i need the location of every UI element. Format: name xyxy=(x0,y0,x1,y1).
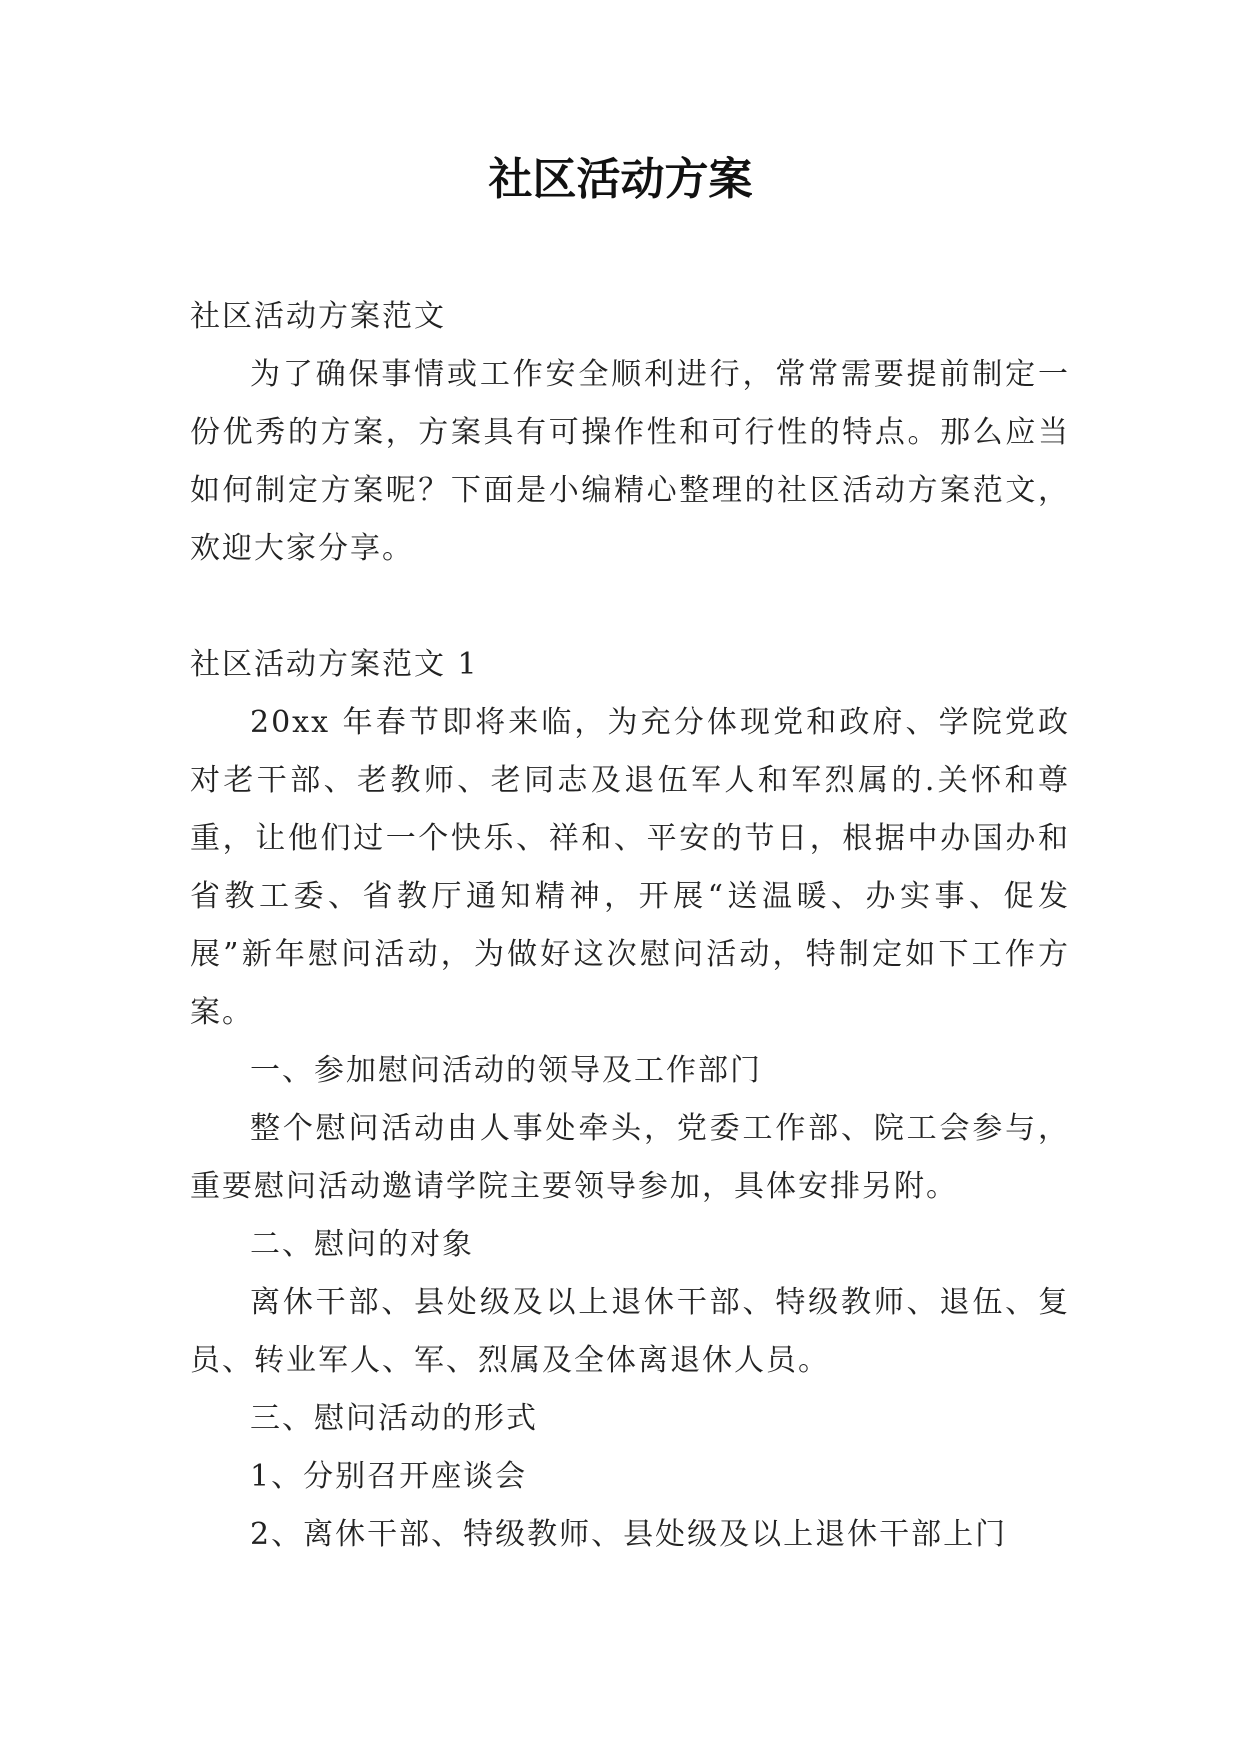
section-heading: 社区活动方案范文 xyxy=(190,299,446,334)
page-title: 社区活动方案 xyxy=(488,154,753,205)
list-item: 2、离休干部、特级教师、县处级及以上退休干部上门 xyxy=(250,1517,1008,1552)
list-item: 1、分别召开座谈会 xyxy=(250,1459,528,1494)
subheading: 二、慰问的对象 xyxy=(250,1227,474,1262)
subheading: 一、参加慰问活动的领导及工作部门 xyxy=(250,1053,762,1088)
body-paragraph: 20xx 年春节即将来临，为充分体现党和政府、学院党政对老干部、老教师、老同志及退伍军人和军烈属的.关怀和尊重，让他们过一个快乐、祥和、平安的节日，根据中办国办和省教工委、省教厅通知精神，开展“送温暖、办实事、促发展”新年慰问活动，为做好这次慰问活动，特制定如下工作方案。 xyxy=(190,705,1070,1030)
paragraph-gap xyxy=(190,578,1070,636)
document-body xyxy=(190,288,1070,1564)
intro-paragraph: 为了确保事情或工作安全顺利进行，常常需要提前制定一份优秀的方案，方案具有可操作性和可行性的特点。那么应当如何制定方案呢？下面是小编精心整理的社区活动方案范文，欢迎大家分享。 xyxy=(190,357,1070,566)
body-paragraph: 整个慰问活动由人事处牵头，党委工作部、院工会参与，重要慰问活动邀请学院主要领导参加，具体安排另附。 xyxy=(190,1111,1070,1204)
subheading: 三、慰问活动的形式 xyxy=(250,1401,538,1436)
body-paragraph: 离休干部、县处级及以上退休干部、特级教师、退伍、复员、转业军人、军、烈属及全体离退休人员。 xyxy=(190,1285,1070,1378)
section-heading: 社区活动方案范文 1 xyxy=(190,647,479,682)
